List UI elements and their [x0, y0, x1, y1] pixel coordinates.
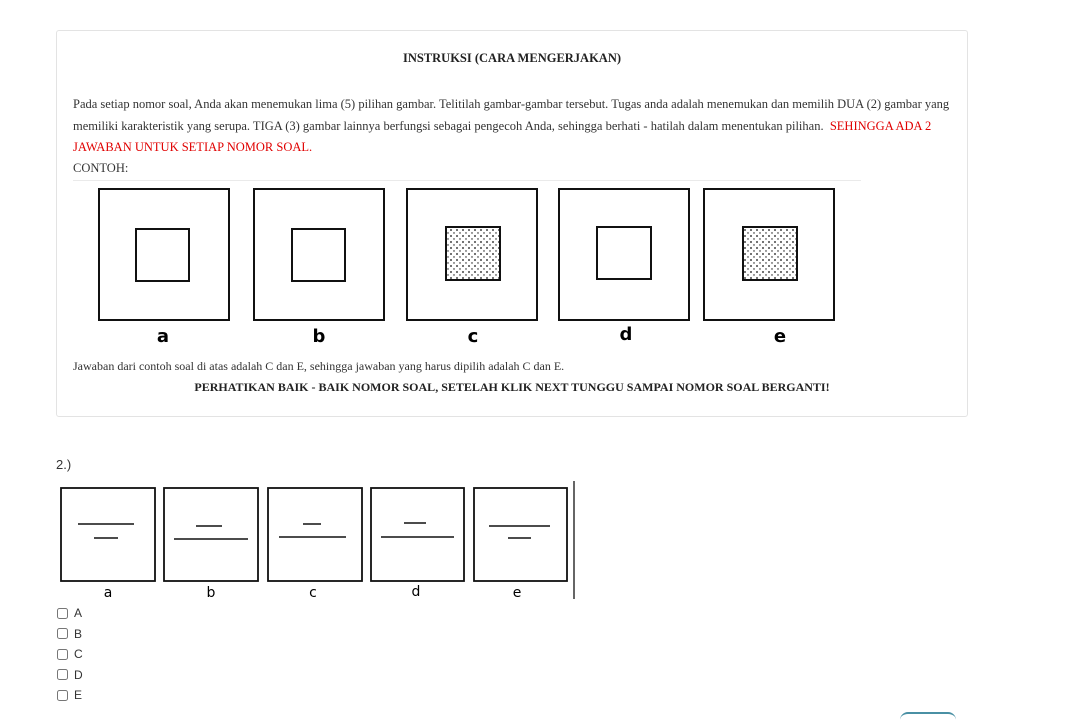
example-label: CONTOH:	[73, 161, 129, 175]
next-button-edge[interactable]	[900, 712, 956, 728]
answer-options	[57, 603, 83, 706]
option-a-checkbox[interactable]	[57, 608, 68, 619]
question-letter-e: e	[512, 585, 522, 601]
question-letter-b: b	[206, 585, 216, 601]
example-option-b	[254, 189, 384, 320]
option-a-label: A	[74, 606, 83, 621]
question-option-b	[164, 488, 258, 581]
example-figure	[77, 186, 837, 346]
instruction-panel	[56, 30, 968, 417]
example-letter-b: b	[312, 326, 326, 346]
question-letter-d: d	[411, 584, 421, 600]
question-number: 2.)	[56, 457, 72, 472]
option-d-checkbox[interactable]	[57, 669, 68, 680]
option-d-label: D	[74, 667, 83, 682]
example-letter-d: d	[619, 324, 633, 345]
question-figure	[56, 481, 578, 601]
notice-text: PERHATIKAN BAIK - BAIK NOMOR SOAL, SETELAH KLIK NEXT TUNGGU SAMPAI NOMOR SOAL BERGANTI!	[194, 380, 830, 394]
example-letter-e: e	[773, 326, 787, 346]
instruction-highlight: SEHINGGA ADA 2 JAWABAN UNTUK SETIAP NOMOR SOAL.	[73, 118, 932, 154]
question-letter-a: a	[103, 585, 113, 601]
option-b[interactable]	[57, 624, 83, 645]
option-e[interactable]	[57, 685, 83, 706]
option-e-label: E	[74, 688, 83, 703]
divider	[73, 180, 861, 181]
option-b-checkbox[interactable]	[57, 628, 68, 639]
question-option-e	[474, 488, 567, 581]
option-d[interactable]	[57, 665, 83, 686]
instruction-text: Pada setiap nomor soal, Anda akan menemukan lima (5) pilihan gambar. Telitilah gambar-gambar tersebut. Tugas anda adalah menemukan dan memilih DUA (2) gambar yang memiliki karakteristik yang serupa. TIGA (3) gambar lainnya berfungsi sebagai pengecoh Anda, sehingga berhati - hatilah dalam menentukan pilihan.	[73, 97, 950, 133]
instruction-title: INSTRUKSI (CARA MENGERJAKAN)	[402, 51, 622, 65]
example-option-e	[704, 189, 834, 320]
option-a[interactable]	[57, 603, 83, 624]
instruction-paragraph	[73, 94, 953, 159]
example-letter-c: c	[467, 326, 479, 346]
question-option-d	[371, 488, 464, 581]
example-answer: Jawaban dari contoh soal di atas adalah C dan E, sehingga jawaban yang harus dipilih adalah C dan E.	[73, 359, 565, 373]
question-option-a	[61, 488, 155, 581]
example-option-d	[559, 189, 689, 320]
example-letter-a: a	[156, 326, 170, 346]
option-e-checkbox[interactable]	[57, 690, 68, 701]
option-c[interactable]	[57, 644, 83, 665]
option-c-label: C	[74, 647, 83, 662]
question-option-c	[268, 488, 362, 581]
question-letter-c: c	[309, 585, 317, 601]
option-b-label: B	[74, 626, 83, 641]
option-c-checkbox[interactable]	[57, 649, 68, 660]
example-option-c	[407, 189, 537, 320]
example-option-a	[99, 189, 229, 320]
